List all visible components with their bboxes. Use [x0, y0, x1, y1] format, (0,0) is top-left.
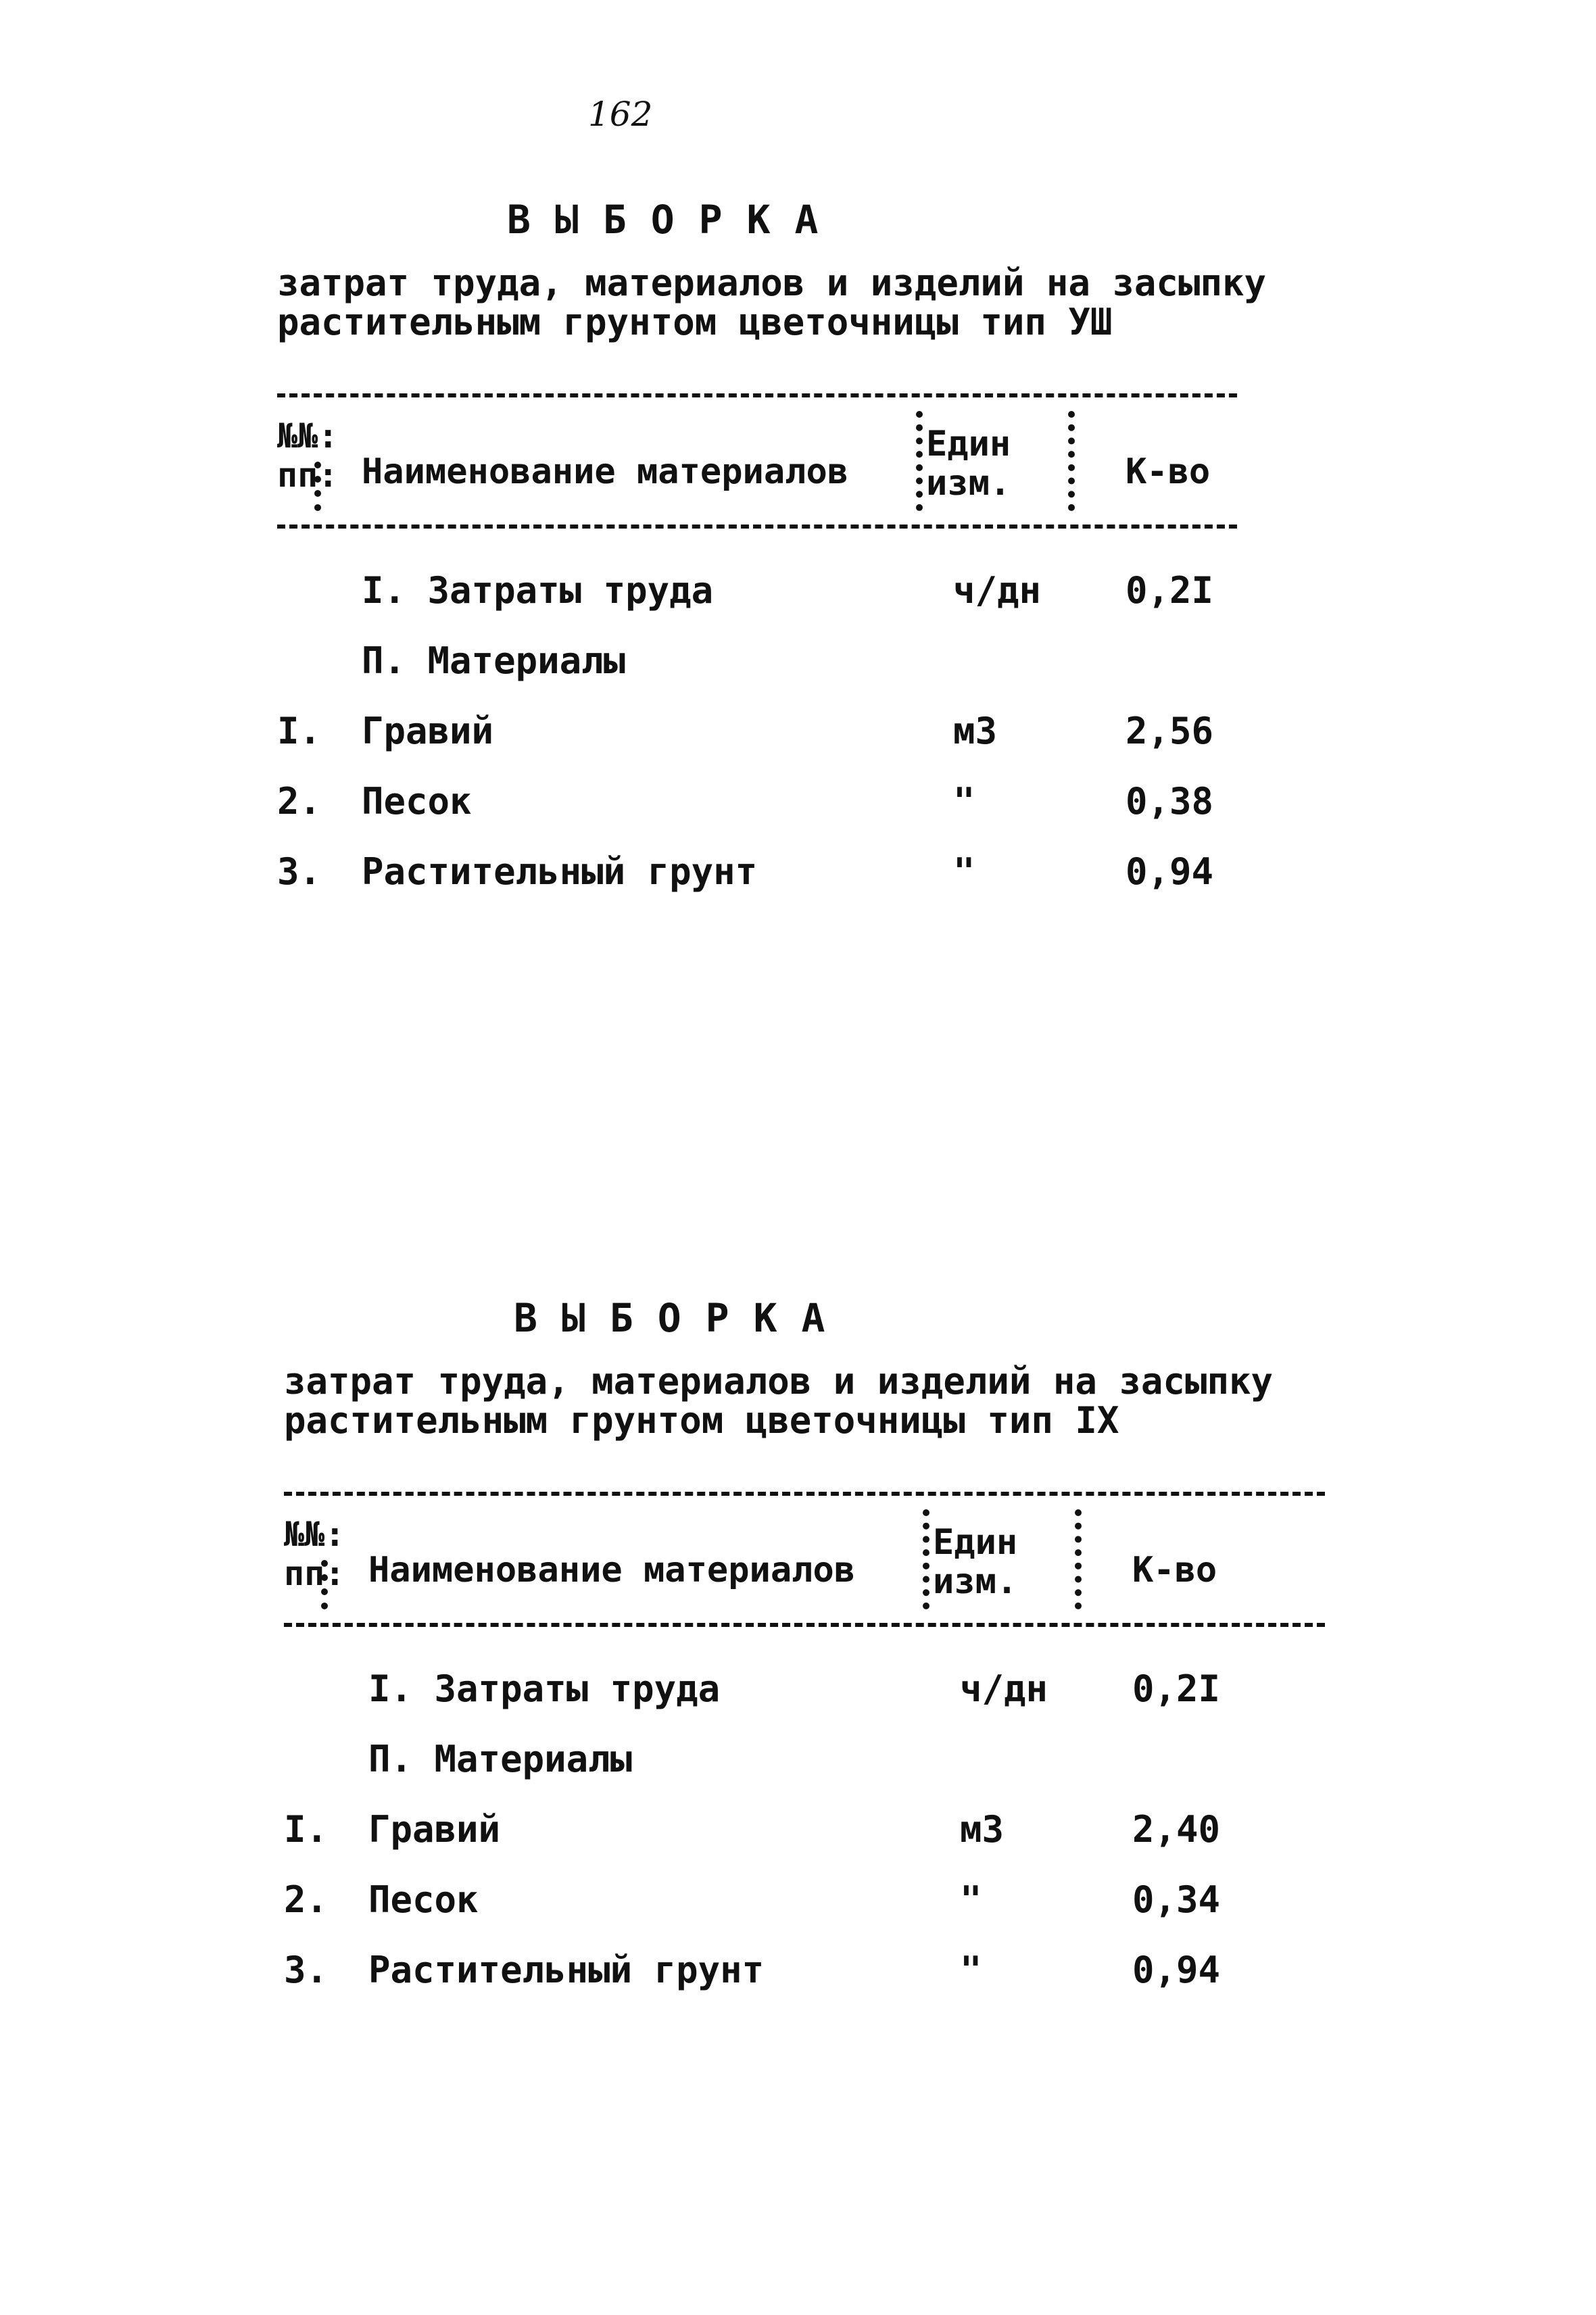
subtitle-line-2: растительным грунтом цветочницы тип IX [284, 1399, 1119, 1442]
row-unit: " [960, 1878, 982, 1921]
section-subtitle [277, 264, 1359, 342]
row-number: 3. [284, 1949, 329, 1991]
table-row [284, 1808, 1365, 1878]
row-number: 2. [284, 1878, 329, 1921]
table-row [277, 569, 1359, 639]
table-row [284, 1667, 1365, 1738]
row-name: П. Материалы [362, 639, 626, 682]
row-number: I. [277, 710, 322, 752]
row-unit: ч/дн [960, 1667, 1048, 1710]
row-number: 3. [277, 850, 322, 893]
header-unit: Един изм. [933, 1522, 1018, 1602]
column-separator [1075, 1509, 1088, 1609]
table-body [284, 1667, 1365, 2019]
header-number: №№: пп: [284, 1515, 345, 1593]
row-unit: м3 [953, 710, 998, 752]
column-separator [1068, 411, 1082, 511]
table-header [284, 1496, 1365, 1623]
header-number: №№: пп: [277, 416, 339, 495]
row-name: Растительный грунт [368, 1949, 765, 1991]
table-row [277, 639, 1359, 710]
section-title: ВЫБОРКА [514, 1295, 850, 1341]
header-name: Наименование материалов [368, 1550, 856, 1590]
row-quantity: 0,94 [1132, 1949, 1221, 1991]
subtitle-line-1: затрат труда, материалов и изделий на засыпку [284, 1360, 1273, 1403]
subtitle-line-1: затрат труда, материалов и изделий на засыпку [277, 262, 1266, 304]
header-quantity: К-во [1126, 452, 1211, 492]
table-header [277, 397, 1359, 525]
row-unit: м3 [960, 1808, 1005, 1851]
row-quantity: 0,2I [1126, 569, 1214, 612]
row-quantity: 0,94 [1126, 850, 1214, 893]
header-name: Наименование материалов [362, 452, 849, 492]
header-unit: Един изм. [926, 424, 1011, 504]
page-number: 162 [588, 95, 653, 134]
row-quantity: 0,34 [1132, 1878, 1221, 1921]
row-unit: ч/дн [953, 569, 1042, 612]
table-row [277, 780, 1359, 850]
table-row [284, 1738, 1365, 1808]
row-number: 2. [277, 780, 322, 823]
row-name: П. Материалы [368, 1738, 633, 1780]
selection-table-type-8 [277, 189, 1359, 921]
header-quantity: К-во [1132, 1550, 1217, 1590]
row-quantity: 0,38 [1126, 780, 1214, 823]
section-subtitle [284, 1362, 1365, 1440]
column-separator [314, 462, 328, 511]
table-row [277, 850, 1359, 921]
row-quantity: 2,56 [1126, 710, 1214, 752]
table-row [277, 710, 1359, 780]
row-name: I. Затраты труда [362, 569, 714, 612]
row-name: Гравий [368, 1808, 501, 1851]
row-quantity: 2,40 [1132, 1808, 1221, 1851]
table-row [284, 1878, 1365, 1949]
row-unit: " [953, 850, 975, 893]
row-name: Песок [362, 780, 472, 823]
row-quantity: 0,2I [1132, 1667, 1221, 1710]
row-name: I. Затраты труда [368, 1667, 721, 1710]
row-name: Растительный грунт [362, 850, 758, 893]
table-body [277, 569, 1359, 921]
table-header-rule [284, 1623, 1325, 1627]
subtitle-line-2: растительным грунтом цветочницы тип УШ [277, 301, 1113, 343]
row-unit: " [953, 780, 975, 823]
row-unit: " [960, 1949, 982, 1991]
row-number: I. [284, 1808, 329, 1851]
table-row [284, 1949, 1365, 2019]
section-title: ВЫБОРКА [507, 197, 843, 243]
column-separator [321, 1560, 335, 1609]
row-name: Гравий [362, 710, 494, 752]
row-name: Песок [368, 1878, 479, 1921]
table-header-rule [277, 525, 1237, 529]
selection-table-type-9 [284, 1288, 1365, 2019]
